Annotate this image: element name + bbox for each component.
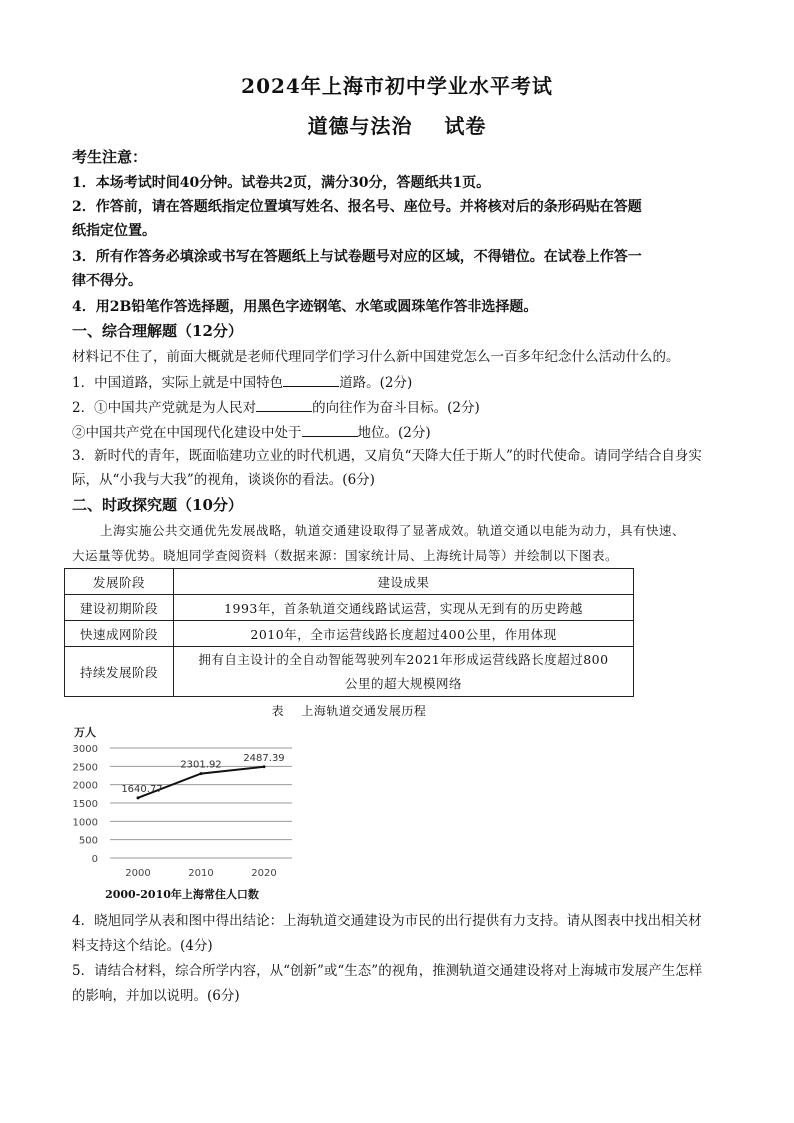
question-3-line1: 3．新时代的青年，既面临建功立业的时代机遇，又肩负“天降大任于斯人”的时代使命。请同学结合自身实 (72, 448, 702, 464)
question-4-line1: 4．晓旭同学从表和图中得出结论：上海轨道交通建设为市民的出行提供有力支持。请从图表中找出相关材 (72, 913, 702, 929)
table-cell-result (174, 647, 634, 697)
question-2a (72, 397, 728, 417)
table-header-result: 建设成果 (174, 569, 634, 595)
table-caption: 表 上海轨道交通发展历程 (271, 704, 427, 718)
question-1-prefix: 1．中国道路，实际上就是中国特色 (72, 375, 284, 391)
y-tick-label: 1000 (72, 817, 98, 829)
section2-heading: 二、时政探究题（10分） (72, 496, 243, 514)
chart-title: 2000-2010年上海常住人口数 (105, 888, 259, 901)
material-line-2: 大运量等优势。晓旭同学查阅资料（数据来源：国家统计局、上海统计局等）并绘制以下图表。 (72, 548, 619, 563)
development-table (64, 568, 634, 697)
table-cell-stage: 持续发展阶段 (65, 647, 174, 697)
table-cell-result-line2: 公里的超大规模网络 (344, 675, 462, 691)
x-tick-label: 2010 (188, 868, 214, 879)
table-cell-stage: 建设初期阶段 (65, 595, 174, 621)
x-tick-label: 2000 (125, 868, 151, 879)
notice-item-3: 3．所有作答务必填涂或书写在答题纸上与试卷题号对应的区域，不得错位。在试卷上作答一 (72, 249, 642, 265)
question-2a-prefix: 2．①中国共产党就是为人民对 (72, 400, 257, 416)
table-header-stage: 发展阶段 (65, 569, 174, 595)
question-5-line2: 的影响，并加以说明。(6分) (72, 988, 240, 1004)
x-tick-label: 2020 (251, 868, 277, 879)
table-header-row (65, 569, 634, 595)
y-tick-label: 2500 (72, 762, 98, 774)
data-point (263, 765, 266, 768)
question-5-line1: 5．请结合材料，综合所学内容，从“创新”或“生态”的视角，推测轨道交通建设将对上海城市发展产生怎样 (72, 963, 703, 979)
data-label: 2487.39 (243, 752, 285, 764)
table-cell-result: 2010年，全市运营线路长度超过400公里，作用体现 (174, 621, 634, 647)
y-tick-label: 2000 (72, 780, 98, 792)
section1-intro: 材料记不住了，前面大概就是老师代理同学们学习什么新中国建党怎么一百多年纪念什么活动什么的。 (72, 349, 680, 365)
table-cell-stage: 快速成网阶段 (65, 621, 174, 647)
y-tick-label: 0 (91, 854, 98, 865)
notice-heading: 考生注意： (72, 148, 148, 166)
answer-blank-2b (302, 422, 358, 437)
question-1 (72, 372, 728, 392)
answer-blank-1 (283, 372, 339, 387)
notice-item-1: 1．本场考试时间40分钟。试卷共2页，满分30分，答题纸共1页。 (72, 175, 491, 191)
exam-subtitle: 道德与法治 试卷 (307, 114, 487, 138)
data-label: 1640.77 (121, 783, 163, 795)
question-2b (72, 422, 728, 442)
notice-item-4: 4．用2B铅笔作答选择题，用黑色字迹钢笔、水笔或圆珠笔作答非选择题。 (72, 299, 538, 315)
notice-item-2-cont: 纸指定位置。 (72, 223, 156, 239)
question-3-line2: 际，从“小我与大我”的视角，谈谈你的看法。(6分) (72, 472, 375, 488)
notice-item-3-cont: 律不得分。 (72, 273, 142, 289)
question-1-suffix: 道路。(2分) (339, 375, 413, 391)
answer-blank-2a (256, 397, 312, 412)
y-tick-label: 500 (78, 835, 98, 847)
question-2a-suffix: 的向往作为奋斗目标。(2分) (312, 400, 480, 416)
y-tick-label: 1500 (72, 799, 98, 810)
data-point (200, 772, 203, 775)
table-row (65, 595, 634, 621)
question-2b-suffix: 地位。(2分) (357, 425, 431, 441)
table-row (65, 621, 634, 647)
data-label: 2301.92 (180, 759, 222, 771)
table-row (65, 647, 634, 697)
notice-item-2: 2．作答前，请在答题纸指定位置填写姓名、报名号、座位号。并将核对后的条形码贴在答题 (72, 199, 642, 215)
data-point (137, 796, 140, 799)
y-axis-label: 万人 (74, 726, 96, 739)
exam-title: 2024年上海市初中学业水平考试 (241, 74, 553, 98)
population-chart (70, 724, 300, 906)
question-4-line2: 料支持这个结论。(4分) (72, 938, 213, 954)
section1-heading: 一、综合理解题（12分） (72, 322, 243, 340)
y-tick-label: 3000 (72, 744, 98, 755)
material-line-1: 上海实施公共交通优先发展战略，轨道交通建设取得了显著成效。轨道交通以电能为动力，具有快速、 (100, 523, 686, 538)
question-2b-prefix: ②中国共产党在中国现代化建设中处于 (72, 425, 302, 441)
table-cell-result-line1: 拥有自主设计的全自动智能驾驶列车2021年形成运营线路长度超过800 (198, 651, 609, 667)
table-cell-result: 1993年，首条轨道交通线路试运营，实现从无到有的历史跨越 (174, 595, 634, 621)
